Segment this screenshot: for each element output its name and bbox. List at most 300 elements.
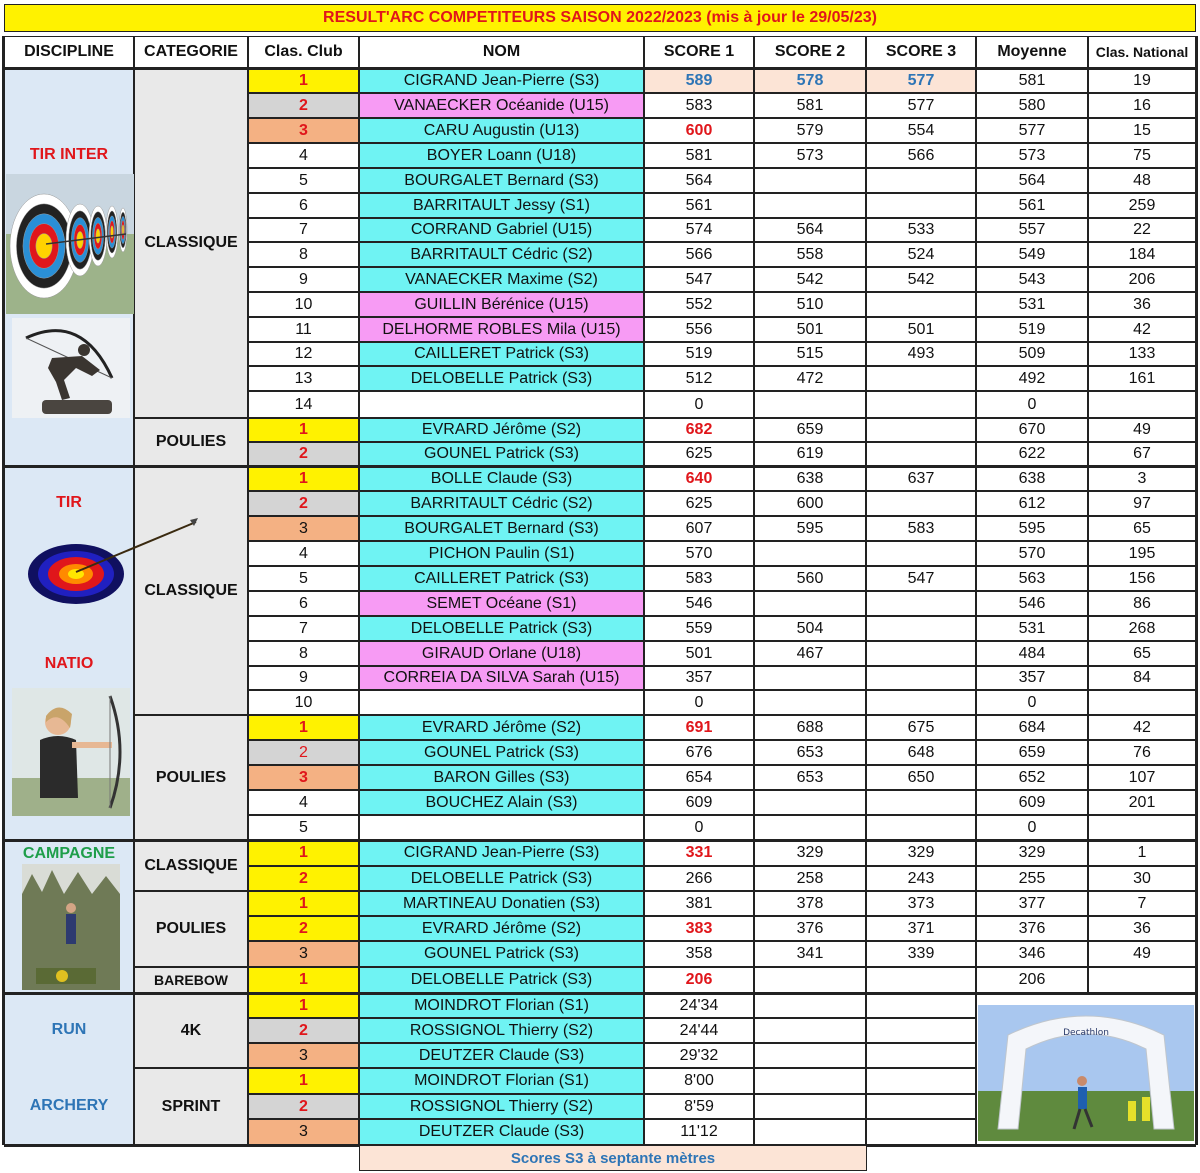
- name-cell: MOINDROT Florian (S1): [359, 993, 644, 1018]
- section-border: [4, 465, 1196, 468]
- name-cell: BOURGALET Bernard (S3): [359, 516, 644, 541]
- score-1-cell: 501: [644, 641, 754, 666]
- name-cell: VANAECKER Maxime (S2): [359, 267, 644, 292]
- clas-national-cell: [1088, 391, 1196, 418]
- sheet-title: RESULT'ARC COMPETITEURS SAISON 2022/2023 (mis à jour le 29/05/23): [4, 4, 1196, 32]
- score-3-cell: 637: [866, 466, 976, 491]
- score-3-cell: 329: [866, 840, 976, 866]
- score-3-cell: 339: [866, 941, 976, 967]
- name-cell: CIGRAND Jean-Pierre (S3): [359, 840, 644, 866]
- score-1-cell: 519: [644, 342, 754, 366]
- moyenne-cell: 563: [976, 566, 1088, 591]
- score-3-cell: [866, 1018, 976, 1043]
- clas-club-cell: 9: [248, 267, 359, 292]
- clas-club-cell: 4: [248, 541, 359, 566]
- clas-national-cell: 86: [1088, 591, 1196, 616]
- category-poulies: POULIES: [134, 418, 248, 466]
- clas-club-cell: 2: [248, 491, 359, 516]
- score-2-cell: 510: [754, 292, 866, 317]
- clas-club-cell: 2: [248, 740, 359, 765]
- score-2-cell: [754, 541, 866, 566]
- moyenne-cell: 519: [976, 317, 1088, 342]
- score-3-cell: [866, 193, 976, 218]
- discipline-label-tir: TIR: [56, 494, 82, 511]
- score-2-cell: 638: [754, 466, 866, 491]
- score-3-cell: 675: [866, 715, 976, 740]
- name-cell: DELOBELLE Patrick (S3): [359, 366, 644, 391]
- clas-club-cell: 14: [248, 391, 359, 418]
- category-sprint: SPRINT: [134, 1068, 248, 1145]
- name-cell: SEMET Océane (S1): [359, 591, 644, 616]
- category-barebow: BAREBOW: [134, 967, 248, 993]
- clas-club-cell: 1: [248, 418, 359, 442]
- clas-club-cell: 6: [248, 193, 359, 218]
- clas-national-cell: 195: [1088, 541, 1196, 566]
- name-cell: BOURGALET Bernard (S3): [359, 168, 644, 193]
- score-2-cell: 595: [754, 516, 866, 541]
- score-2-cell: [754, 1094, 866, 1119]
- moyenne-cell: 580: [976, 93, 1088, 118]
- score-2-cell: 376: [754, 916, 866, 941]
- clas-club-cell: 9: [248, 666, 359, 690]
- category-poulies: POULIES: [134, 891, 248, 967]
- section-border: [4, 67, 1196, 70]
- score-3-cell: 501: [866, 317, 976, 342]
- score-1-cell: 682: [644, 418, 754, 442]
- name-cell: GOUNEL Patrick (S3): [359, 442, 644, 466]
- score-2-cell: 542: [754, 267, 866, 292]
- category-classique: CLASSIQUE: [134, 68, 248, 418]
- clas-club-cell: 12: [248, 342, 359, 366]
- score-3-cell: [866, 168, 976, 193]
- name-cell: MOINDROT Florian (S1): [359, 1068, 644, 1094]
- score-2-cell: 258: [754, 866, 866, 891]
- name-cell: CORREIA DA SILVA Sarah (U15): [359, 666, 644, 690]
- clas-club-cell: 10: [248, 690, 359, 715]
- score-3-cell: [866, 591, 976, 616]
- clas-club-cell: 3: [248, 941, 359, 967]
- clas-club-cell: 8: [248, 242, 359, 267]
- section-border: [2, 36, 5, 1145]
- moyenne-cell: 376: [976, 916, 1088, 941]
- score-3-cell: 583: [866, 516, 976, 541]
- score-1-cell: 561: [644, 193, 754, 218]
- header-clas-club: Clas. Club: [248, 36, 359, 68]
- moyenne-cell: 531: [976, 292, 1088, 317]
- score-1-cell: 11'12: [644, 1119, 754, 1145]
- score-1-cell: 570: [644, 541, 754, 566]
- header-score-3: SCORE 3: [866, 36, 976, 68]
- name-cell: DELOBELLE Patrick (S3): [359, 866, 644, 891]
- moyenne-cell: 0: [976, 391, 1088, 418]
- score-2-cell: [754, 993, 866, 1018]
- header-score-2: SCORE 2: [754, 36, 866, 68]
- score-1-cell: 607: [644, 516, 754, 541]
- score-3-cell: [866, 790, 976, 815]
- score-2-cell: [754, 690, 866, 715]
- clas-club-cell: 1: [248, 715, 359, 740]
- score-1-cell: 559: [644, 616, 754, 641]
- name-cell: DELOBELLE Patrick (S3): [359, 616, 644, 641]
- score-1-cell: 583: [644, 93, 754, 118]
- clas-club-cell: 2: [248, 93, 359, 118]
- score-3-cell: 650: [866, 765, 976, 790]
- clas-national-cell: 184: [1088, 242, 1196, 267]
- clas-club-cell: 11: [248, 317, 359, 342]
- score-3-cell: [866, 1043, 976, 1068]
- clas-national-cell: 3: [1088, 466, 1196, 491]
- clas-national-cell: 49: [1088, 941, 1196, 967]
- name-cell: MARTINEAU Donatien (S3): [359, 891, 644, 916]
- clas-club-cell: 7: [248, 616, 359, 641]
- discipline-label-campagne: CAMPAGNE: [22, 845, 116, 862]
- score-1-cell: 625: [644, 442, 754, 466]
- score-3-cell: [866, 292, 976, 317]
- score-3-cell: [866, 815, 976, 840]
- score-2-cell: 653: [754, 740, 866, 765]
- score-3-cell: [866, 641, 976, 666]
- clas-national-cell: 97: [1088, 491, 1196, 516]
- score-2-cell: 653: [754, 765, 866, 790]
- score-1-cell: 24'44: [644, 1018, 754, 1043]
- score-1-cell: 512: [644, 366, 754, 391]
- name-cell: BARON Gilles (S3): [359, 765, 644, 790]
- moyenne-cell: 622: [976, 442, 1088, 466]
- clas-national-cell: [1088, 815, 1196, 840]
- clas-national-cell: 7: [1088, 891, 1196, 916]
- clas-club-cell: 5: [248, 566, 359, 591]
- name-cell: PICHON Paulin (S1): [359, 541, 644, 566]
- score-1-cell: 654: [644, 765, 754, 790]
- moyenne-cell: 595: [976, 516, 1088, 541]
- score-3-cell: [866, 690, 976, 715]
- clas-national-cell: 16: [1088, 93, 1196, 118]
- score-2-cell: 564: [754, 218, 866, 242]
- moyenne-cell: 492: [976, 366, 1088, 391]
- name-cell: CAILLERET Patrick (S3): [359, 566, 644, 591]
- clas-national-cell: 1: [1088, 840, 1196, 866]
- score-2-cell: [754, 666, 866, 690]
- category-classique: CLASSIQUE: [134, 466, 248, 715]
- discipline-label-archery: ARCHERY: [29, 1097, 109, 1114]
- score-2-cell: [754, 1018, 866, 1043]
- score-1-cell: 331: [644, 840, 754, 866]
- discipline-label-tir-inter: TIR INTER: [29, 146, 109, 163]
- score-2-cell: [754, 1068, 866, 1094]
- score-2-cell: 558: [754, 242, 866, 267]
- category-4k: 4K: [134, 993, 248, 1068]
- score-3-cell: [866, 616, 976, 641]
- clas-club-cell: 1: [248, 891, 359, 916]
- clas-club-cell: 2: [248, 916, 359, 941]
- svg-text:Decathlon: Decathlon: [1063, 1028, 1109, 1038]
- score-1-cell: 0: [644, 690, 754, 715]
- clas-club-cell: 4: [248, 790, 359, 815]
- category-classique: CLASSIQUE: [134, 840, 248, 891]
- score-2-cell: [754, 815, 866, 840]
- score-1-cell: 574: [644, 218, 754, 242]
- moyenne-cell: 684: [976, 715, 1088, 740]
- moyenne-cell: 564: [976, 168, 1088, 193]
- score-2-cell: [754, 391, 866, 418]
- header-moyenne: Moyenne: [976, 36, 1088, 68]
- clas-club-cell: 1: [248, 466, 359, 491]
- moyenne-cell: 346: [976, 941, 1088, 967]
- clas-club-cell: 10: [248, 292, 359, 317]
- score-2-cell: 600: [754, 491, 866, 516]
- moyenne-cell: 357: [976, 666, 1088, 690]
- clas-club-cell: 1: [248, 840, 359, 866]
- score-1-cell: 381: [644, 891, 754, 916]
- score-1-cell: 206: [644, 967, 754, 993]
- clas-national-cell: 65: [1088, 641, 1196, 666]
- name-cell: DELOBELLE Patrick (S3): [359, 967, 644, 993]
- header-clas-national: Clas. National: [1088, 36, 1196, 68]
- score-1-cell: 600: [644, 118, 754, 143]
- clas-club-cell: 3: [248, 765, 359, 790]
- score-1-cell: 547: [644, 267, 754, 292]
- score-3-cell: [866, 993, 976, 1018]
- target-with-arrow-illustration: [14, 516, 198, 608]
- clas-national-cell: 161: [1088, 366, 1196, 391]
- name-cell: EVRARD Jérôme (S2): [359, 916, 644, 941]
- clas-national-cell: 65: [1088, 516, 1196, 541]
- clas-national-cell: 15: [1088, 118, 1196, 143]
- score-2-cell: [754, 168, 866, 193]
- clas-club-cell: 1: [248, 993, 359, 1018]
- score-1-cell: 8'59: [644, 1094, 754, 1119]
- score-3-cell: [866, 666, 976, 690]
- score-3-cell: [866, 1094, 976, 1119]
- clas-national-cell: 49: [1088, 418, 1196, 442]
- score-1-cell: 609: [644, 790, 754, 815]
- name-cell: EVRARD Jérôme (S2): [359, 715, 644, 740]
- score-1-cell: 266: [644, 866, 754, 891]
- name-cell: GUILLIN Bérénice (U15): [359, 292, 644, 317]
- score-2-cell: 341: [754, 941, 866, 967]
- score-1-cell: 0: [644, 815, 754, 840]
- clas-club-cell: 5: [248, 168, 359, 193]
- discipline-cell-run-archery: [4, 993, 134, 1145]
- moyenne-cell: 509: [976, 342, 1088, 366]
- clas-national-cell: 201: [1088, 790, 1196, 815]
- name-cell: GIRAUD Orlane (U18): [359, 641, 644, 666]
- score-3-cell: [866, 967, 976, 993]
- score-1-cell: 546: [644, 591, 754, 616]
- score-3-cell: 648: [866, 740, 976, 765]
- score-2-cell: [754, 193, 866, 218]
- name-cell: BOUCHEZ Alain (S3): [359, 790, 644, 815]
- score-3-cell: 533: [866, 218, 976, 242]
- score-3-cell: 493: [866, 342, 976, 366]
- clas-club-cell: 7: [248, 218, 359, 242]
- clas-national-cell: 36: [1088, 292, 1196, 317]
- clas-club-cell: 6: [248, 591, 359, 616]
- moyenne-cell: 329: [976, 840, 1088, 866]
- clas-club-cell: 5: [248, 815, 359, 840]
- clas-national-cell: 259: [1088, 193, 1196, 218]
- clas-club-cell: 3: [248, 118, 359, 143]
- moyenne-cell: 612: [976, 491, 1088, 516]
- header-categorie: CATEGORIE: [134, 36, 248, 68]
- score-1-cell: 566: [644, 242, 754, 267]
- moyenne-cell: 670: [976, 418, 1088, 442]
- archery-targets-photo: [6, 174, 134, 314]
- score-2-cell: 619: [754, 442, 866, 466]
- score-2-cell: 578: [754, 68, 866, 93]
- category-poulies: POULIES: [134, 715, 248, 840]
- score-2-cell: 573: [754, 143, 866, 168]
- moyenne-cell: 659: [976, 740, 1088, 765]
- score-3-cell: [866, 491, 976, 516]
- score-2-cell: [754, 790, 866, 815]
- clas-club-cell: 3: [248, 516, 359, 541]
- score-1-cell: 556: [644, 317, 754, 342]
- name-cell: ROSSIGNOL Thierry (S2): [359, 1018, 644, 1043]
- field-archery-photo: [22, 864, 120, 990]
- clas-national-cell: 107: [1088, 765, 1196, 790]
- score-1-cell: 383: [644, 916, 754, 941]
- clas-national-cell: 156: [1088, 566, 1196, 591]
- clas-national-cell: 22: [1088, 218, 1196, 242]
- name-cell: DELHORME ROBLES Mila (U15): [359, 317, 644, 342]
- name-cell: DEUTZER Claude (S3): [359, 1043, 644, 1068]
- score-3-cell: [866, 1068, 976, 1094]
- score-2-cell: 579: [754, 118, 866, 143]
- footer-note: Scores S3 à septante mètres: [359, 1145, 867, 1171]
- score-3-cell: [866, 366, 976, 391]
- score-2-cell: 659: [754, 418, 866, 442]
- header-nom: NOM: [359, 36, 644, 68]
- moyenne-cell: 573: [976, 143, 1088, 168]
- discipline-label-run: RUN: [51, 1021, 87, 1038]
- score-2-cell: [754, 967, 866, 993]
- clas-national-cell: 67: [1088, 442, 1196, 466]
- clas-national-cell: [1088, 690, 1196, 715]
- clas-national-cell: 30: [1088, 866, 1196, 891]
- score-1-cell: 29'32: [644, 1043, 754, 1068]
- score-3-cell: 566: [866, 143, 976, 168]
- run-archery-finish-arch-photo: [978, 1005, 1194, 1141]
- score-3-cell: [866, 391, 976, 418]
- score-1-cell: 357: [644, 666, 754, 690]
- archer-statue-photo: [12, 318, 130, 418]
- clas-national-cell: 19: [1088, 68, 1196, 93]
- score-2-cell: 378: [754, 891, 866, 916]
- moyenne-cell: 0: [976, 690, 1088, 715]
- name-cell: BARRITAULT Cédric (S2): [359, 491, 644, 516]
- clas-national-cell: 268: [1088, 616, 1196, 641]
- score-2-cell: [754, 1043, 866, 1068]
- clas-national-cell: 133: [1088, 342, 1196, 366]
- name-cell: VANAECKER Océanide (U15): [359, 93, 644, 118]
- score-1-cell: 0: [644, 391, 754, 418]
- score-3-cell: 577: [866, 93, 976, 118]
- name-cell: CORRAND Gabriel (U15): [359, 218, 644, 242]
- clas-club-cell: 1: [248, 967, 359, 993]
- score-2-cell: 560: [754, 566, 866, 591]
- moyenne-cell: 557: [976, 218, 1088, 242]
- score-3-cell: 524: [866, 242, 976, 267]
- score-1-cell: 358: [644, 941, 754, 967]
- clas-club-cell: 2: [248, 1018, 359, 1043]
- moyenne-cell: 549: [976, 242, 1088, 267]
- name-cell: BOLLE Claude (S3): [359, 466, 644, 491]
- score-3-cell: 547: [866, 566, 976, 591]
- clas-national-cell: 75: [1088, 143, 1196, 168]
- moyenne-cell: 255: [976, 866, 1088, 891]
- moyenne-cell: 484: [976, 641, 1088, 666]
- name-cell: [359, 391, 644, 418]
- moyenne-cell: 561: [976, 193, 1088, 218]
- section-border: [4, 992, 1196, 995]
- clas-club-cell: 8: [248, 641, 359, 666]
- score-3-cell: [866, 1119, 976, 1145]
- score-1-cell: 625: [644, 491, 754, 516]
- clas-club-cell: 3: [248, 1043, 359, 1068]
- score-2-cell: 501: [754, 317, 866, 342]
- score-1-cell: 581: [644, 143, 754, 168]
- name-cell: BOYER Loann (U18): [359, 143, 644, 168]
- name-cell: GOUNEL Patrick (S3): [359, 941, 644, 967]
- moyenne-cell: 531: [976, 616, 1088, 641]
- section-border: [4, 839, 1196, 842]
- moyenne-cell: 206: [976, 967, 1088, 993]
- section-border: [1195, 36, 1198, 1145]
- score-3-cell: 371: [866, 916, 976, 941]
- moyenne-cell: 570: [976, 541, 1088, 566]
- moyenne-cell: 652: [976, 765, 1088, 790]
- clas-club-cell: 1: [248, 1068, 359, 1094]
- clas-national-cell: [1088, 967, 1196, 993]
- clas-club-cell: 1: [248, 68, 359, 93]
- score-3-cell: 243: [866, 866, 976, 891]
- score-1-cell: 676: [644, 740, 754, 765]
- score-1-cell: 564: [644, 168, 754, 193]
- score-1-cell: 24'34: [644, 993, 754, 1018]
- clas-national-cell: 42: [1088, 317, 1196, 342]
- moyenne-cell: 609: [976, 790, 1088, 815]
- clas-club-cell: 3: [248, 1119, 359, 1145]
- moyenne-cell: 638: [976, 466, 1088, 491]
- score-3-cell: [866, 442, 976, 466]
- name-cell: BARRITAULT Jessy (S1): [359, 193, 644, 218]
- clas-national-cell: 42: [1088, 715, 1196, 740]
- score-1-cell: 640: [644, 466, 754, 491]
- name-cell: CAILLERET Patrick (S3): [359, 342, 644, 366]
- score-1-cell: 552: [644, 292, 754, 317]
- moyenne-cell: 0: [976, 815, 1088, 840]
- name-cell: ROSSIGNOL Thierry (S2): [359, 1094, 644, 1119]
- name-cell: GOUNEL Patrick (S3): [359, 740, 644, 765]
- name-cell: CIGRAND Jean-Pierre (S3): [359, 68, 644, 93]
- score-2-cell: [754, 1119, 866, 1145]
- score-1-cell: 583: [644, 566, 754, 591]
- moyenne-cell: 377: [976, 891, 1088, 916]
- score-2-cell: 581: [754, 93, 866, 118]
- score-3-cell: [866, 418, 976, 442]
- header-discipline: DISCIPLINE: [4, 36, 134, 68]
- name-cell: EVRARD Jérôme (S2): [359, 418, 644, 442]
- score-2-cell: 504: [754, 616, 866, 641]
- name-cell: BARRITAULT Cédric (S2): [359, 242, 644, 267]
- score-1-cell: 589: [644, 68, 754, 93]
- clas-club-cell: 2: [248, 1094, 359, 1119]
- score-3-cell: 542: [866, 267, 976, 292]
- clas-club-cell: 4: [248, 143, 359, 168]
- clas-national-cell: 206: [1088, 267, 1196, 292]
- name-cell: [359, 690, 644, 715]
